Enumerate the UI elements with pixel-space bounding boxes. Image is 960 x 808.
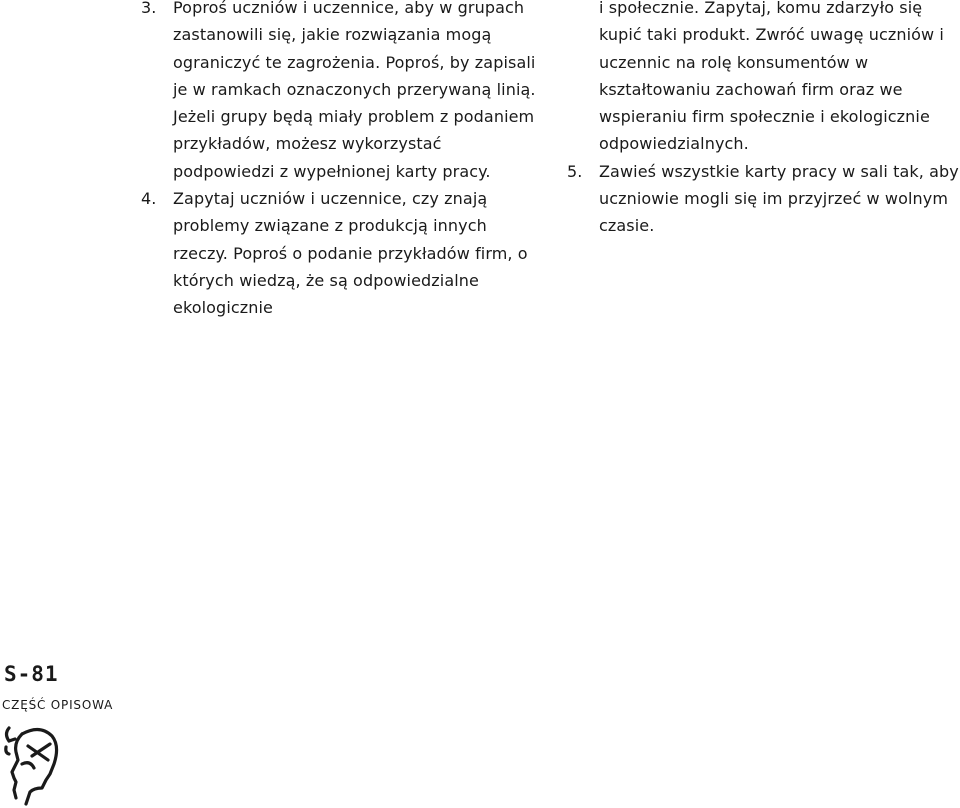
item-paragraph-hint: Jeżeli grupy będą miały problem z podaniem przykładów, możesz wykorzystać podpowiedzi z wypełnionej karty pracy. xyxy=(173,107,535,181)
page-code: S-81 xyxy=(4,662,59,686)
list-item-3 xyxy=(141,0,541,185)
item-paragraph: Zapytaj uczniów i uczennice, czy znają problemy związane z produkcją innych rzeczy. Poproś o podanie przykładów firm, o których wiedzą, że są odpowiedzialne ekologicznie xyxy=(173,189,528,318)
head-profile-icon xyxy=(0,720,62,808)
continued-paragraph: i społecznie. Zapytaj, komu zdarzyło się kupić taki produkt. Zwróć uwagę uczniów i uczennic na rolę konsumentów w kształtowaniu zachowań firm oraz we wspieraniu firm społecznie i ekologicznie odpowiedzialnych. xyxy=(599,0,944,154)
item-number: 3. xyxy=(141,0,157,17)
item-paragraph: Poproś uczniów i uczennice, aby w grupach zastanowili się, jakie rozwiązania mogą ograniczyć te zagrożenia. Poproś, by zapisali je w ramkach oznaczonych przerywaną linią. xyxy=(173,0,536,99)
right-column xyxy=(567,0,960,240)
left-column xyxy=(141,0,541,322)
list-item-4 xyxy=(141,185,541,321)
section-label: CZĘŚĆ OPISOWA xyxy=(2,698,114,712)
item-number: 4. xyxy=(141,189,157,209)
instruction-list-left xyxy=(141,0,541,322)
item-number: 5. xyxy=(567,161,583,181)
list-item-5 xyxy=(567,158,960,240)
instruction-list-right xyxy=(567,158,960,240)
item-paragraph: Zawieś wszystkie karty pracy w sali tak, aby uczniowie mogli się im przyjrzeć w wolnym czasie. xyxy=(599,161,959,236)
